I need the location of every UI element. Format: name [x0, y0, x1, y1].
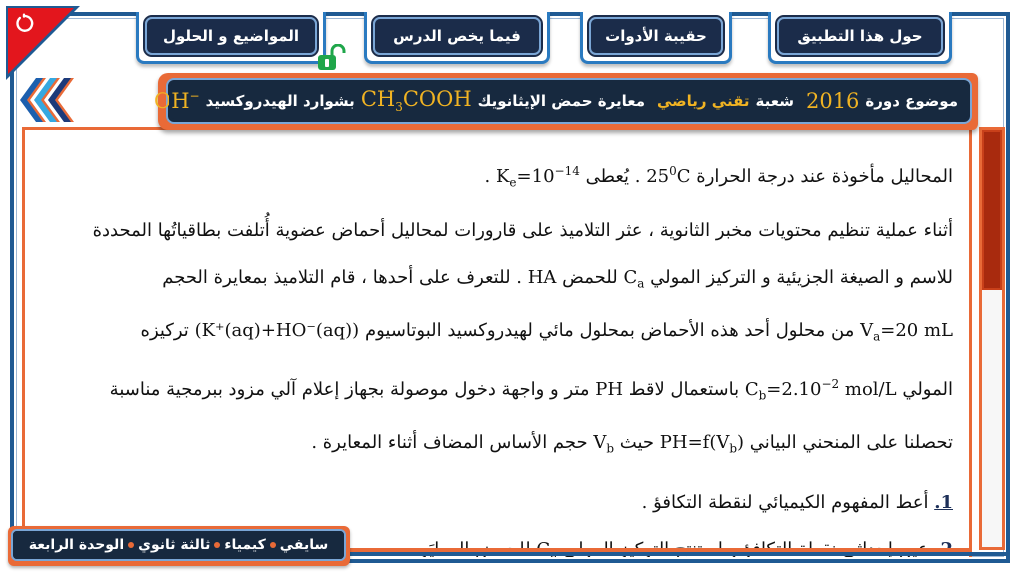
course-subject: كيمياء	[224, 537, 266, 553]
question-number: 1.	[934, 491, 953, 513]
tab-about-app[interactable]	[768, 12, 952, 64]
lesson-content	[22, 127, 972, 557]
tab-about-lesson[interactable]	[364, 12, 550, 64]
text-line: المحاليل مأخوذة عند درجة الحرارة $25^0C$ . يُعطى $K_e=10^{-14}$ .	[484, 164, 953, 190]
title-with-text: بشوارد الهيدروكسيد	[205, 92, 355, 110]
power-icon[interactable]	[13, 12, 35, 34]
back-chevron-icon[interactable]	[16, 76, 86, 124]
tab-topics-solutions-label: المواضيع و الحلول	[145, 17, 317, 55]
course-level: ثالثة ثانوي	[138, 537, 211, 553]
title-base-formula: OH−	[154, 89, 200, 113]
title-year: 2016	[805, 89, 860, 113]
text-line: للاسم و الصيغة الجزيئية و التركيز المولي $C_a$ للحمض HA . للتعرف على أحدها ، قام التلاميذ بمعايرة الحجم	[162, 266, 953, 291]
scrollbar-track[interactable]	[979, 127, 1005, 550]
text-line: $V_a=20$ mL من محلول أحد هذه الأحماض بمحلول مائي لهيدروكسيد البوتاسيوم (K⁺(aq)+HO⁻(aq)) تركيزه	[140, 320, 953, 344]
separator-dot	[128, 542, 134, 548]
question-item: 1. أعط المفهوم الكيميائي لنقطة التكافؤ .	[641, 491, 953, 513]
separator-dot	[214, 542, 220, 548]
title-branch-prefix: شعبة	[755, 92, 794, 110]
text-line: أثناء عملية تنظيم محتويات مخبر الثانوية ، عثر التلاميذ على قارورات لمحاليل أحماض عضوية أُتلفت بطاقياتُها المحددة	[92, 219, 953, 241]
course-label	[8, 526, 350, 566]
tab-toolbox[interactable]	[580, 12, 732, 64]
separator-dot	[270, 542, 276, 548]
tab-topics-solutions[interactable]	[136, 12, 326, 64]
title-topic: معايرة حمض الإيثانويك	[477, 92, 645, 110]
exercise-text	[41, 148, 953, 557]
tab-about-lesson-label: فيما يخص الدرس	[373, 17, 541, 55]
unlocked-padlock-icon[interactable]	[316, 44, 346, 72]
title-acid-formula: $CH_3COOH$	[360, 87, 472, 115]
text-line: المولي $C_b=2.10^{-2}$ mol/L باستعمال لاقط PH متر و واجهة دخول موصولة بجهاز إعلام آلي مزود ببرمجية مناسبة	[109, 376, 953, 403]
lesson-title	[154, 78, 972, 124]
scrollbar-thumb[interactable]	[982, 130, 1002, 290]
title-subject-prefix: موضوع دورة	[865, 92, 958, 110]
course-author: سايفي	[279, 537, 329, 553]
title-banner	[154, 73, 978, 130]
course-unit: الوحدة الرابعة	[28, 537, 125, 553]
tab-about-app-label: حول هذا التطبيق	[777, 17, 943, 55]
title-branch: تقني رياضي	[657, 92, 750, 110]
course-breadcrumb	[11, 529, 346, 561]
text-line: تحصلنا على المنحني البياني $PH=f(V_b)$ حيث $V_b$ حجم الأساس المضاف أثناء المعايرة .	[311, 432, 953, 456]
tab-toolbox-label: حقيبة الأدوات	[589, 17, 723, 55]
